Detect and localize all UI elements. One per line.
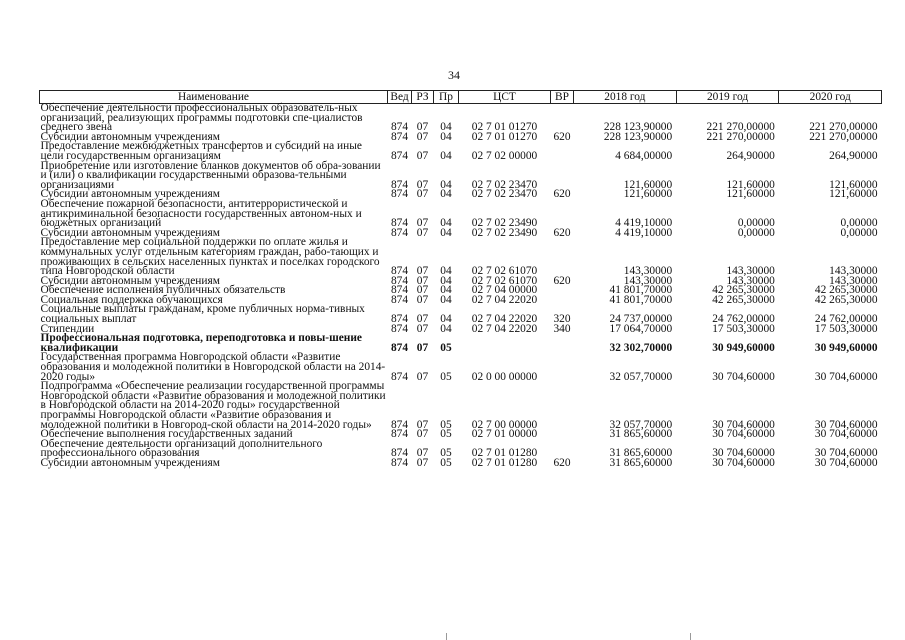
row-ved: 874: [390, 121, 409, 134]
row-ved: 874: [390, 188, 409, 201]
row-ved: 874: [390, 226, 409, 239]
row-name: Государственная программа Новгородской области «Развитие образования и молодежной политики в Новгородской области на 2014-2020 годы»: [40, 351, 386, 383]
row-amount-2019: 221 270,00000: [706, 121, 775, 134]
row-amount-2018: 4 684,00000: [615, 149, 673, 162]
row-amount-2020: 24 762,00000: [814, 313, 878, 326]
row-amount-2019: 30 704,60000: [712, 370, 775, 383]
row-ved: 874: [390, 370, 409, 383]
row-pr: 05: [440, 341, 452, 354]
row-amount-2019: 121,60000: [726, 178, 775, 191]
row-amount-2020: 30 949,60000: [814, 341, 878, 354]
row-amount-2019: 24 762,00000: [712, 313, 775, 326]
row-cst: 02 7 02 23490: [471, 217, 538, 230]
row-vr: 620: [553, 274, 571, 287]
row-amount-2018: 4 419,10000: [615, 226, 673, 239]
row-amount-2020: 121,60000: [829, 188, 878, 201]
row-amount-2019: 264,90000: [726, 149, 775, 162]
row-ved: 874: [390, 456, 409, 469]
row-amount-2019: 17 503,30000: [712, 322, 775, 335]
row-vr: 620: [553, 226, 571, 239]
row-name: Обеспечение исполнения публичных обязательств: [40, 284, 286, 297]
row-name: Обеспечение выполнения государственных заданий: [40, 428, 293, 441]
table-body: [40, 104, 882, 469]
row-cst: 02 7 02 23490: [471, 226, 538, 239]
row-amount-2020: 143,30000: [829, 265, 878, 278]
row-name: Субсидии автономным учреждениям: [40, 274, 220, 287]
row-rz: 07: [416, 217, 429, 230]
row-amount-2020: 30 704,60000: [814, 428, 878, 441]
row-vr: [551, 353, 574, 382]
row-rz: 07: [416, 313, 429, 326]
row-rz: 07: [416, 284, 429, 297]
row-pr: 04: [440, 284, 452, 297]
row-amount-2018: 41 801,70000: [609, 293, 673, 306]
row-amount-2020: 30 704,60000: [814, 418, 878, 431]
scan-mark: [446, 633, 447, 640]
row-cst: 02 7 01 00000: [471, 428, 538, 441]
row-vr: [551, 238, 574, 276]
column-header-2018: 2018 год: [574, 91, 677, 104]
row-amount-2018: 32 057,70000: [609, 418, 673, 431]
column-header-cst: ЦСТ: [459, 91, 551, 104]
row-amount-2020: 30 704,60000: [814, 370, 878, 383]
row-amount-2019: 143,30000: [726, 265, 775, 278]
table-row: [40, 382, 882, 430]
row-vr: 620: [553, 188, 571, 201]
row-amount-2018: 32 302,70000: [609, 341, 673, 354]
budget-table: [39, 90, 882, 469]
row-name: Субсидии автономным учреждениям: [40, 226, 220, 239]
row-rz: 07: [416, 178, 429, 191]
row-amount-2020: 17 503,30000: [814, 322, 878, 335]
row-vr: [551, 142, 574, 161]
row-amount-2019: 42 265,30000: [712, 293, 775, 306]
row-pr: 04: [440, 121, 452, 134]
column-header-2020: 2020 год: [779, 91, 882, 104]
row-rz: 07: [416, 188, 429, 201]
column-header-rz: РЗ: [412, 91, 434, 104]
column-header-ved: Вед: [388, 91, 412, 104]
row-amount-2018: 143,30000: [623, 265, 673, 278]
row-cst: 02 7 02 00000: [471, 149, 538, 162]
row-name: Субсидии автономным учреждениям: [40, 188, 220, 201]
row-amount-2020: 221 270,00000: [809, 121, 878, 134]
row-vr: [551, 430, 574, 440]
table-row: [40, 459, 882, 469]
row-ved: 874: [390, 217, 409, 230]
row-vr: 620: [553, 456, 571, 469]
row-amount-2020: 42 265,30000: [814, 293, 878, 306]
row-pr: 04: [440, 274, 452, 287]
row-amount-2018: 143,30000: [623, 274, 673, 287]
column-header-name: Наименование: [40, 91, 388, 104]
column-header-2019: 2019 год: [676, 91, 779, 104]
row-ved: 874: [390, 265, 409, 278]
row-amount-2019: 42 265,30000: [712, 284, 775, 297]
row-pr: 05: [440, 428, 452, 441]
row-amount-2019: 0,00000: [737, 226, 775, 239]
page-number: 34: [448, 68, 460, 82]
row-cst: 02 7 04 22020: [471, 293, 538, 306]
row-name: Субсидии автономным учреждениям: [40, 456, 220, 469]
row-pr: 04: [440, 313, 452, 326]
row-amount-2018: 31 865,60000: [609, 447, 673, 460]
row-cst: 02 7 01 01270: [471, 130, 538, 143]
row-cst: 02 7 04 22020: [471, 313, 538, 326]
row-pr: 05: [440, 447, 452, 460]
row-amount-2018: 121,60000: [623, 178, 673, 191]
row-pr: 04: [440, 130, 452, 143]
row-rz: 07: [416, 456, 429, 469]
table-row: [40, 238, 882, 276]
row-amount-2018: 24 737,00000: [609, 313, 673, 326]
row-amount-2019: 221 270,00000: [706, 130, 775, 143]
row-cst: 02 7 02 61070: [471, 265, 538, 278]
row-ved: 874: [390, 274, 409, 287]
row-cst: 02 7 04 22020: [471, 322, 538, 335]
row-cst: 02 7 02 23470: [471, 188, 538, 201]
row-amount-2020: 42 265,30000: [814, 284, 878, 297]
row-pr: 04: [440, 265, 452, 278]
row-name: Обеспечение пожарной безопасности, антитеррористической и антикриминальной безопасности государственных автоном-ных и бюджетных организаций: [40, 197, 362, 230]
row-rz: 07: [416, 130, 429, 143]
row-cst: [459, 334, 551, 353]
row-name: Предоставление межбюджетных трансфертов и субсидий на иные цели государственным организациям: [40, 140, 362, 162]
row-vr: [551, 200, 574, 229]
row-pr: 04: [440, 178, 452, 191]
row-name: Предоставление мер социальной поддержки по оплате жилья и коммунальных услуг отдельным категориям граждан, рабо-тающих и проживающих в сельских населенных пунктах и поселках городского типа Новгородской области: [40, 236, 380, 278]
table-row: [40, 104, 882, 133]
row-vr: 620: [553, 130, 571, 143]
row-vr: [551, 286, 574, 296]
row-ved: 874: [390, 418, 409, 431]
row-amount-2019: 0,00000: [737, 217, 775, 230]
row-rz: 07: [416, 370, 429, 383]
row-ved: 874: [390, 313, 409, 326]
row-amount-2018: 31 865,60000: [609, 456, 673, 469]
row-ved: 874: [390, 149, 409, 162]
row-cst: 02 7 01 01280: [471, 447, 538, 460]
row-pr: 04: [440, 322, 452, 335]
row-cst: 02 7 04 00000: [471, 284, 538, 297]
row-cst: 02 7 02 23470: [471, 178, 538, 191]
row-vr: 320: [553, 313, 571, 326]
row-cst: 02 7 01 01270: [471, 121, 538, 134]
row-amount-2019: 30 704,60000: [712, 447, 775, 460]
row-vr: [551, 296, 574, 306]
row-rz: 07: [416, 293, 429, 306]
row-amount-2020: 264,90000: [829, 149, 878, 162]
row-name: Профессиональная подготовка, переподготовка и повы-шение квалификации: [40, 332, 362, 354]
row-rz: 07: [416, 428, 429, 441]
table-row: [40, 305, 882, 324]
row-ved: 874: [390, 428, 409, 441]
table-row: [40, 142, 882, 161]
row-amount-2018: 32 057,70000: [609, 370, 673, 383]
row-amount-2018: 4 419,10000: [615, 217, 673, 230]
row-ved: 874: [390, 447, 409, 460]
row-vr: [551, 382, 574, 430]
row-amount-2019: 30 704,60000: [712, 456, 775, 469]
row-name: Стипендии: [40, 322, 95, 335]
row-rz: 07: [416, 341, 429, 354]
row-pr: 04: [440, 226, 452, 239]
row-pr: 04: [440, 149, 452, 162]
row-name: Приобретение или изготовление бланков документов об обра-зовании и (или) о квалификации государственными образова-тельными организациями: [40, 159, 381, 191]
row-ved: 874: [390, 341, 409, 354]
row-ved: 874: [390, 293, 409, 306]
row-rz: 07: [416, 274, 429, 287]
row-rz: 07: [416, 149, 429, 162]
row-amount-2018: 228 123,90000: [603, 130, 673, 143]
row-name: Обеспечение деятельности организаций дополнительного профессионального образования: [40, 437, 323, 460]
row-amount-2020: 30 704,60000: [814, 447, 878, 460]
row-amount-2018: 31 865,60000: [609, 428, 673, 441]
row-ved: 874: [390, 284, 409, 297]
row-cst: 02 7 00 00000: [471, 418, 538, 431]
row-vr: [551, 104, 574, 133]
row-cst: 02 7 02 61070: [471, 274, 538, 287]
row-amount-2020: 30 704,60000: [814, 456, 878, 469]
row-amount-2019: 30 704,60000: [712, 428, 775, 441]
row-pr: 05: [440, 456, 452, 469]
table-row: [40, 162, 882, 191]
row-name: Подпрограмма «Обеспечение реализации государственной программы Новгородской области «Развитие образования и молодежной политики в Новгородской области на 2014-2020 годы» государственной программы Новгородской области «Развитие образования и молодежной политики в Новгород-ской области на 2014-2020 годы»: [40, 380, 386, 431]
row-pr: 04: [440, 188, 452, 201]
row-rz: 07: [416, 121, 429, 134]
row-amount-2020: 143,30000: [829, 274, 878, 287]
row-rz: 07: [416, 265, 429, 278]
row-name: Обеспечение деятельности профессиональных образователь-ных организаций, реализующих программы подготовки спе-циалистов среднего звена: [40, 102, 363, 134]
table-row: [40, 200, 882, 229]
row-amount-2019: 30 704,60000: [712, 418, 775, 431]
row-pr: 05: [440, 370, 452, 383]
row-vr: [551, 334, 574, 353]
column-header-pr: Пр: [434, 91, 459, 104]
row-name: Субсидии автономным учреждениям: [40, 130, 220, 143]
row-amount-2019: 143,30000: [726, 274, 775, 287]
row-amount-2020: 221 270,00000: [809, 130, 878, 143]
row-pr: 05: [440, 418, 452, 431]
row-rz: 07: [416, 418, 429, 431]
row-amount-2018: 17 064,70000: [609, 322, 673, 335]
row-ved: 874: [390, 130, 409, 143]
row-amount-2019: 121,60000: [726, 188, 775, 201]
row-rz: 07: [416, 226, 429, 239]
row-amount-2018: 41 801,70000: [609, 284, 673, 297]
row-vr: [551, 162, 574, 191]
row-rz: 07: [416, 322, 429, 335]
scan-mark: [690, 633, 691, 640]
row-ved: 874: [390, 322, 409, 335]
row-pr: 04: [440, 217, 452, 230]
column-header-vr: ВР: [551, 91, 574, 104]
row-name: Социальная поддержка обучающихся: [40, 293, 223, 306]
row-pr: 04: [440, 293, 452, 306]
row-amount-2020: 0,00000: [840, 226, 878, 239]
row-amount-2019: 30 949,60000: [712, 341, 775, 354]
row-amount-2020: 121,60000: [829, 178, 878, 191]
row-vr: 340: [553, 322, 571, 335]
row-amount-2020: 0,00000: [840, 217, 878, 230]
row-ved: 874: [390, 178, 409, 191]
row-amount-2018: 121,60000: [623, 188, 673, 201]
row-cst: 02 0 00 00000: [471, 370, 538, 383]
row-name: Социальные выплаты гражданам, кроме публичных норма-тивных социальных выплат: [40, 303, 365, 326]
row-amount-2018: 228 123,90000: [603, 121, 673, 134]
table-row: [40, 353, 882, 382]
row-rz: 07: [416, 447, 429, 460]
row-cst: 02 7 01 01280: [471, 456, 538, 469]
